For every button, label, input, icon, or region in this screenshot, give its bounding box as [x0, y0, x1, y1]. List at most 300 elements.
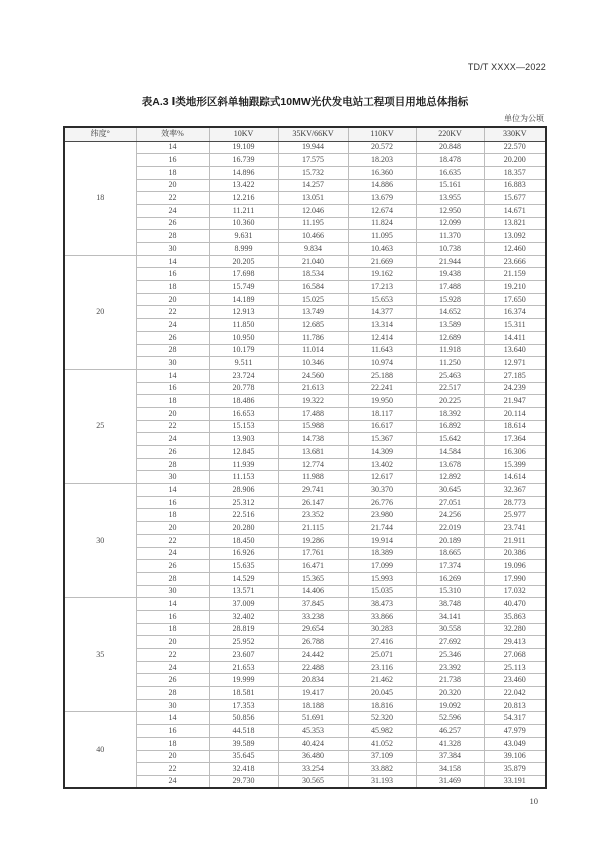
value-cell: 14.614 — [484, 471, 546, 484]
table-row — [64, 420, 546, 433]
value-cell: 25.952 — [209, 636, 278, 649]
value-cell: 20.225 — [416, 395, 484, 408]
efficiency-cell: 22 — [136, 420, 209, 433]
value-cell: 33.882 — [348, 763, 416, 776]
value-cell: 45.353 — [278, 725, 348, 738]
latitude-cell: 40 — [64, 712, 136, 788]
latitude-cell: 20 — [64, 255, 136, 369]
value-cell: 27.416 — [348, 636, 416, 649]
value-cell: 25.188 — [348, 369, 416, 382]
value-cell: 20.205 — [209, 255, 278, 268]
value-cell: 18.188 — [278, 699, 348, 712]
efficiency-cell: 20 — [136, 636, 209, 649]
value-cell: 30.565 — [278, 775, 348, 788]
efficiency-cell: 30 — [136, 699, 209, 712]
table-row — [64, 154, 546, 167]
table-row — [64, 217, 546, 230]
efficiency-cell: 28 — [136, 230, 209, 243]
efficiency-cell: 14 — [136, 369, 209, 382]
value-cell: 52.596 — [416, 712, 484, 725]
value-cell: 13.571 — [209, 585, 278, 598]
value-cell: 19.417 — [278, 687, 348, 700]
value-cell: 11.939 — [209, 458, 278, 471]
efficiency-cell: 26 — [136, 217, 209, 230]
value-cell: 21.462 — [348, 674, 416, 687]
table-row — [64, 255, 546, 268]
value-cell: 11.370 — [416, 230, 484, 243]
table-row — [64, 687, 546, 700]
value-cell: 16.374 — [484, 306, 546, 319]
value-cell: 15.749 — [209, 281, 278, 294]
table-title: 表A.3 Ⅰ类地形区斜单轴跟踪式10MW光伏发电站工程项目用地总体指标 — [141, 96, 469, 108]
value-cell: 46.257 — [416, 725, 484, 738]
table-row — [64, 369, 546, 382]
value-cell: 13.679 — [348, 192, 416, 205]
value-cell: 15.025 — [278, 293, 348, 306]
value-cell: 20.320 — [416, 687, 484, 700]
table-row — [64, 243, 546, 256]
value-cell: 16.883 — [484, 179, 546, 192]
value-cell: 31.469 — [416, 775, 484, 788]
latitude-cell: 18 — [64, 141, 136, 255]
value-cell: 12.913 — [209, 306, 278, 319]
value-cell: 41.052 — [348, 737, 416, 750]
efficiency-cell: 24 — [136, 775, 209, 788]
value-cell: 15.310 — [416, 585, 484, 598]
value-cell: 16.635 — [416, 166, 484, 179]
value-cell: 10.974 — [348, 357, 416, 370]
efficiency-cell: 30 — [136, 357, 209, 370]
table-row — [64, 674, 546, 687]
unit-note: 单位为公顷 — [504, 114, 544, 123]
value-cell: 19.210 — [484, 281, 546, 294]
value-cell: 16.617 — [348, 420, 416, 433]
value-cell: 16.892 — [416, 420, 484, 433]
efficiency-cell: 16 — [136, 496, 209, 509]
value-cell: 22.019 — [416, 522, 484, 535]
table-row — [64, 293, 546, 306]
efficiency-cell: 30 — [136, 471, 209, 484]
value-cell: 21.040 — [278, 255, 348, 268]
value-cell: 25.312 — [209, 496, 278, 509]
value-cell: 20.848 — [416, 141, 484, 154]
value-cell: 54.317 — [484, 712, 546, 725]
table-row — [64, 598, 546, 611]
efficiency-cell: 14 — [136, 484, 209, 497]
value-cell: 18.450 — [209, 534, 278, 547]
efficiency-cell: 14 — [136, 141, 209, 154]
value-cell: 23.460 — [484, 674, 546, 687]
efficiency-cell: 30 — [136, 243, 209, 256]
value-cell: 34.158 — [416, 763, 484, 776]
value-cell: 15.161 — [416, 179, 484, 192]
value-cell: 13.051 — [278, 192, 348, 205]
value-cell: 10.466 — [278, 230, 348, 243]
value-cell: 24.560 — [278, 369, 348, 382]
value-cell: 15.635 — [209, 560, 278, 573]
efficiency-cell: 18 — [136, 737, 209, 750]
value-cell: 23.607 — [209, 649, 278, 662]
value-cell: 12.845 — [209, 446, 278, 459]
value-cell: 11.153 — [209, 471, 278, 484]
table-row — [64, 319, 546, 332]
value-cell: 18.534 — [278, 268, 348, 281]
table-row — [64, 395, 546, 408]
table-row — [64, 610, 546, 623]
table-row — [64, 560, 546, 573]
value-cell: 44.518 — [209, 725, 278, 738]
value-cell: 22.517 — [416, 382, 484, 395]
table-row — [64, 382, 546, 395]
value-cell: 19.286 — [278, 534, 348, 547]
value-cell: 11.786 — [278, 331, 348, 344]
table-row — [64, 522, 546, 535]
table-row — [64, 547, 546, 560]
value-cell: 27.185 — [484, 369, 546, 382]
table-row — [64, 775, 546, 788]
standard-code: TD/T XXXX—2022 — [467, 62, 546, 72]
table-row — [64, 446, 546, 459]
value-cell: 10.179 — [209, 344, 278, 357]
value-cell: 17.213 — [348, 281, 416, 294]
table-row — [64, 204, 546, 217]
value-cell: 25.346 — [416, 649, 484, 662]
value-cell: 47.979 — [484, 725, 546, 738]
value-cell: 13.589 — [416, 319, 484, 332]
value-cell: 30.645 — [416, 484, 484, 497]
table-row — [64, 484, 546, 497]
value-cell: 39.589 — [209, 737, 278, 750]
latitude-cell: 25 — [64, 369, 136, 483]
value-cell: 19.162 — [348, 268, 416, 281]
value-cell: 17.032 — [484, 585, 546, 598]
value-cell: 38.473 — [348, 598, 416, 611]
value-cell: 19.096 — [484, 560, 546, 573]
table-header-row — [64, 127, 546, 141]
value-cell: 16.306 — [484, 446, 546, 459]
efficiency-cell: 30 — [136, 585, 209, 598]
value-cell: 15.928 — [416, 293, 484, 306]
value-cell: 26.147 — [278, 496, 348, 509]
value-cell: 19.999 — [209, 674, 278, 687]
value-cell: 26.788 — [278, 636, 348, 649]
value-cell: 17.364 — [484, 433, 546, 446]
header-35kv-66kv: 35KV/66KV — [278, 127, 348, 141]
table-row — [64, 737, 546, 750]
value-cell: 43.049 — [484, 737, 546, 750]
value-cell: 15.993 — [348, 572, 416, 585]
value-cell: 14.671 — [484, 204, 546, 217]
header-efficiency: 效率% — [136, 127, 209, 141]
value-cell: 20.200 — [484, 154, 546, 167]
value-cell: 23.352 — [278, 509, 348, 522]
value-cell: 13.678 — [416, 458, 484, 471]
value-cell: 20.280 — [209, 522, 278, 535]
value-cell: 14.584 — [416, 446, 484, 459]
value-cell: 10.950 — [209, 331, 278, 344]
efficiency-cell: 14 — [136, 598, 209, 611]
value-cell: 29.730 — [209, 775, 278, 788]
value-cell: 19.944 — [278, 141, 348, 154]
value-cell: 9.834 — [278, 243, 348, 256]
value-cell: 13.903 — [209, 433, 278, 446]
value-cell: 14.738 — [278, 433, 348, 446]
value-cell: 12.216 — [209, 192, 278, 205]
value-cell: 35.645 — [209, 750, 278, 763]
table-row — [64, 496, 546, 509]
value-cell: 20.778 — [209, 382, 278, 395]
value-cell: 39.106 — [484, 750, 546, 763]
value-cell: 20.045 — [348, 687, 416, 700]
table-row — [64, 661, 546, 674]
efficiency-cell: 18 — [136, 509, 209, 522]
value-cell: 13.422 — [209, 179, 278, 192]
value-cell: 11.250 — [416, 357, 484, 370]
value-cell: 11.988 — [278, 471, 348, 484]
value-cell: 12.950 — [416, 204, 484, 217]
value-cell: 21.669 — [348, 255, 416, 268]
value-cell: 41.328 — [416, 737, 484, 750]
value-cell: 12.689 — [416, 331, 484, 344]
value-cell: 9.511 — [209, 357, 278, 370]
table-row — [64, 166, 546, 179]
table-row — [64, 509, 546, 522]
table-row — [64, 534, 546, 547]
value-cell: 31.193 — [348, 775, 416, 788]
value-cell: 35.863 — [484, 610, 546, 623]
efficiency-cell: 16 — [136, 610, 209, 623]
table-row — [64, 623, 546, 636]
value-cell: 15.035 — [348, 585, 416, 598]
value-cell: 12.617 — [348, 471, 416, 484]
efficiency-cell: 26 — [136, 560, 209, 573]
value-cell: 36.480 — [278, 750, 348, 763]
value-cell: 34.141 — [416, 610, 484, 623]
value-cell: 14.652 — [416, 306, 484, 319]
value-cell: 15.399 — [484, 458, 546, 471]
value-cell: 11.014 — [278, 344, 348, 357]
value-cell: 12.774 — [278, 458, 348, 471]
indicator-table — [63, 126, 547, 789]
value-cell: 17.374 — [416, 560, 484, 573]
efficiency-cell: 16 — [136, 268, 209, 281]
efficiency-cell: 28 — [136, 344, 209, 357]
value-cell: 45.982 — [348, 725, 416, 738]
table-row — [64, 433, 546, 446]
value-cell: 38.748 — [416, 598, 484, 611]
table-row — [64, 725, 546, 738]
latitude-cell: 30 — [64, 484, 136, 598]
value-cell: 21.744 — [348, 522, 416, 535]
value-cell: 21.613 — [278, 382, 348, 395]
value-cell: 18.486 — [209, 395, 278, 408]
table-row — [64, 179, 546, 192]
value-cell: 22.241 — [348, 382, 416, 395]
value-cell: 15.677 — [484, 192, 546, 205]
table-row — [64, 471, 546, 484]
efficiency-cell: 24 — [136, 547, 209, 560]
table-row — [64, 699, 546, 712]
value-cell: 27.068 — [484, 649, 546, 662]
value-cell: 19.092 — [416, 699, 484, 712]
value-cell: 11.850 — [209, 319, 278, 332]
value-cell: 32.367 — [484, 484, 546, 497]
value-cell: 16.360 — [348, 166, 416, 179]
latitude-cell: 35 — [64, 598, 136, 712]
efficiency-cell: 18 — [136, 395, 209, 408]
value-cell: 16.739 — [209, 154, 278, 167]
efficiency-cell: 28 — [136, 572, 209, 585]
value-cell: 20.114 — [484, 407, 546, 420]
value-cell: 18.203 — [348, 154, 416, 167]
value-cell: 17.099 — [348, 560, 416, 573]
value-cell: 14.189 — [209, 293, 278, 306]
table-row — [64, 281, 546, 294]
value-cell: 12.674 — [348, 204, 416, 217]
value-cell: 17.488 — [416, 281, 484, 294]
value-cell: 8.999 — [209, 243, 278, 256]
value-cell: 22.570 — [484, 141, 546, 154]
value-cell: 17.353 — [209, 699, 278, 712]
value-cell: 14.896 — [209, 166, 278, 179]
value-cell: 22.042 — [484, 687, 546, 700]
value-cell: 52.320 — [348, 712, 416, 725]
table-row — [64, 331, 546, 344]
value-cell: 37.009 — [209, 598, 278, 611]
value-cell: 12.460 — [484, 243, 546, 256]
value-cell: 13.314 — [348, 319, 416, 332]
value-cell: 27.051 — [416, 496, 484, 509]
value-cell: 16.653 — [209, 407, 278, 420]
value-cell: 40.470 — [484, 598, 546, 611]
value-cell: 23.741 — [484, 522, 546, 535]
value-cell: 11.095 — [348, 230, 416, 243]
efficiency-cell: 20 — [136, 522, 209, 535]
table-row — [64, 141, 546, 154]
value-cell: 11.643 — [348, 344, 416, 357]
table-row — [64, 344, 546, 357]
table-row — [64, 712, 546, 725]
efficiency-cell: 20 — [136, 750, 209, 763]
value-cell: 11.918 — [416, 344, 484, 357]
value-cell: 15.988 — [278, 420, 348, 433]
value-cell: 28.773 — [484, 496, 546, 509]
value-cell: 33.254 — [278, 763, 348, 776]
value-cell: 21.911 — [484, 534, 546, 547]
efficiency-cell: 22 — [136, 649, 209, 662]
value-cell: 28.906 — [209, 484, 278, 497]
value-cell: 9.631 — [209, 230, 278, 243]
value-cell: 18.357 — [484, 166, 546, 179]
efficiency-cell: 26 — [136, 331, 209, 344]
efficiency-cell: 14 — [136, 712, 209, 725]
value-cell: 19.322 — [278, 395, 348, 408]
value-cell: 10.346 — [278, 357, 348, 370]
table-row — [64, 649, 546, 662]
value-cell: 21.738 — [416, 674, 484, 687]
value-cell: 10.360 — [209, 217, 278, 230]
value-cell: 25.071 — [348, 649, 416, 662]
efficiency-cell: 22 — [136, 534, 209, 547]
value-cell: 19.950 — [348, 395, 416, 408]
value-cell: 12.892 — [416, 471, 484, 484]
value-cell: 33.191 — [484, 775, 546, 788]
efficiency-cell: 16 — [136, 382, 209, 395]
value-cell: 20.386 — [484, 547, 546, 560]
table-row — [64, 357, 546, 370]
value-cell: 18.478 — [416, 154, 484, 167]
value-cell: 22.516 — [209, 509, 278, 522]
efficiency-cell: 26 — [136, 446, 209, 459]
efficiency-cell: 18 — [136, 623, 209, 636]
value-cell: 10.738 — [416, 243, 484, 256]
value-cell: 16.926 — [209, 547, 278, 560]
efficiency-cell: 20 — [136, 293, 209, 306]
value-cell: 13.749 — [278, 306, 348, 319]
page-number: 10 — [529, 796, 538, 806]
efficiency-cell: 14 — [136, 255, 209, 268]
value-cell: 18.117 — [348, 407, 416, 420]
table-row — [64, 572, 546, 585]
value-cell: 33.238 — [278, 610, 348, 623]
efficiency-cell: 16 — [136, 154, 209, 167]
table-row — [64, 192, 546, 205]
table-row — [64, 750, 546, 763]
header-330kv: 330KV — [484, 127, 546, 141]
value-cell: 15.365 — [278, 572, 348, 585]
table-row — [64, 763, 546, 776]
value-cell: 18.614 — [484, 420, 546, 433]
efficiency-cell: 28 — [136, 458, 209, 471]
value-cell: 23.980 — [348, 509, 416, 522]
value-cell: 12.046 — [278, 204, 348, 217]
value-cell: 25.463 — [416, 369, 484, 382]
value-cell: 14.406 — [278, 585, 348, 598]
value-cell: 37.109 — [348, 750, 416, 763]
efficiency-cell: 26 — [136, 674, 209, 687]
value-cell: 37.845 — [278, 598, 348, 611]
value-cell: 32.418 — [209, 763, 278, 776]
table-row — [64, 407, 546, 420]
value-cell: 20.572 — [348, 141, 416, 154]
value-cell: 12.414 — [348, 331, 416, 344]
table-row — [64, 306, 546, 319]
efficiency-cell: 22 — [136, 192, 209, 205]
value-cell: 13.821 — [484, 217, 546, 230]
value-cell: 12.971 — [484, 357, 546, 370]
value-cell: 51.691 — [278, 712, 348, 725]
value-cell: 17.650 — [484, 293, 546, 306]
value-cell: 14.257 — [278, 179, 348, 192]
value-cell: 21.947 — [484, 395, 546, 408]
efficiency-cell: 22 — [136, 763, 209, 776]
value-cell: 30.283 — [348, 623, 416, 636]
table-row — [64, 230, 546, 243]
value-cell: 21.653 — [209, 661, 278, 674]
value-cell: 30.370 — [348, 484, 416, 497]
value-cell: 24.239 — [484, 382, 546, 395]
value-cell: 27.692 — [416, 636, 484, 649]
value-cell: 29.413 — [484, 636, 546, 649]
value-cell: 15.367 — [348, 433, 416, 446]
value-cell: 21.115 — [278, 522, 348, 535]
value-cell: 17.575 — [278, 154, 348, 167]
value-cell: 35.879 — [484, 763, 546, 776]
value-cell: 15.153 — [209, 420, 278, 433]
value-cell: 17.990 — [484, 572, 546, 585]
value-cell: 19.914 — [348, 534, 416, 547]
value-cell: 19.438 — [416, 268, 484, 281]
